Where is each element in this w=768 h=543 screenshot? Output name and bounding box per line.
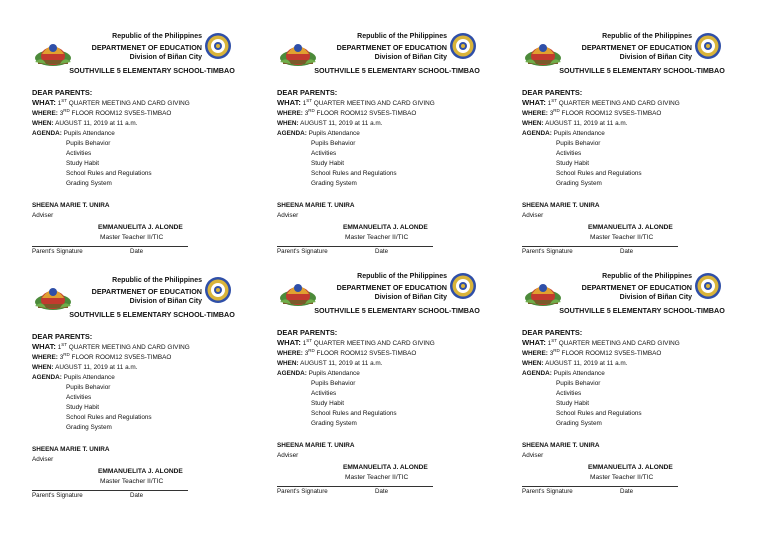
date-label: Date bbox=[130, 492, 144, 499]
school-logo-icon bbox=[277, 276, 319, 308]
department-line: DEPARTMENET OF EDUCATION bbox=[91, 42, 202, 52]
where-text: FLOOR ROOM12 SV5ES-TIMBAO bbox=[316, 350, 417, 357]
where-ordinal: 3 bbox=[59, 110, 64, 117]
what-ordinal-suffix: ST bbox=[306, 97, 313, 103]
where-text: FLOOR ROOM12 SV5ES-TIMBAO bbox=[71, 110, 172, 117]
when-row bbox=[32, 363, 272, 373]
republic-line: Republic of the Philippines bbox=[357, 33, 447, 40]
agenda-item: Study Habit bbox=[556, 160, 590, 167]
adviser-title: Adviser bbox=[277, 452, 299, 459]
agenda-item: Study Habit bbox=[311, 400, 345, 407]
parent-signature-label: Parent's Signature bbox=[277, 488, 328, 495]
what-ordinal-suffix: ST bbox=[61, 341, 68, 347]
agenda-item: Pupils Attendance bbox=[553, 130, 605, 137]
when-text: AUGUST 11, 2019 at 11 a.m. bbox=[545, 360, 628, 367]
agenda-row bbox=[277, 369, 517, 379]
date-label: Date bbox=[375, 248, 389, 255]
where-ordinal-suffix: RD bbox=[553, 107, 560, 113]
parent-notice-card bbox=[522, 273, 762, 521]
date-label: Date bbox=[620, 488, 634, 495]
agenda-label: AGENDA: bbox=[32, 374, 62, 381]
where-label: WHERE: bbox=[522, 350, 548, 357]
where-text: FLOOR ROOM12 SV5ES-TIMBAO bbox=[71, 354, 172, 361]
what-text: QUARTER MEETING AND CARD GIVING bbox=[68, 100, 190, 107]
when-label: WHEN: bbox=[522, 360, 544, 367]
parent-notice-card bbox=[277, 273, 517, 521]
what-ordinal-suffix: ST bbox=[551, 337, 558, 343]
republic-line: Republic of the Philippines bbox=[357, 273, 447, 280]
where-ordinal: 3 bbox=[59, 354, 64, 361]
agenda-item: Pupils Attendance bbox=[63, 374, 115, 381]
agenda-item: Pupils Attendance bbox=[308, 370, 360, 377]
where-ordinal-suffix: RD bbox=[63, 351, 70, 357]
deped-seal-icon bbox=[204, 276, 232, 304]
what-ordinal: 1 bbox=[57, 100, 62, 107]
date-label: Date bbox=[620, 248, 634, 255]
republic-line: Republic of the Philippines bbox=[112, 33, 202, 40]
agenda-item: Grading System bbox=[311, 420, 357, 427]
parent-signature-label: Parent's Signature bbox=[277, 248, 328, 255]
agenda-item: School Rules and Regulations bbox=[311, 410, 397, 417]
agenda-item: Grading System bbox=[66, 180, 112, 187]
where-text: FLOOR ROOM12 SV5ES-TIMBAO bbox=[561, 350, 662, 357]
what-ordinal: 1 bbox=[57, 344, 62, 351]
what-ordinal: 1 bbox=[547, 340, 552, 347]
where-row bbox=[522, 349, 762, 359]
agenda-item: Activities bbox=[311, 150, 337, 157]
division-line: Division of Biñan City bbox=[129, 298, 202, 305]
signature-line bbox=[277, 486, 433, 487]
agenda-item: Study Habit bbox=[311, 160, 345, 167]
where-ordinal: 3 bbox=[549, 110, 554, 117]
when-label: WHEN: bbox=[32, 364, 54, 371]
when-row bbox=[522, 119, 762, 129]
greeting: DEAR PARENTS: bbox=[277, 88, 338, 97]
what-label: WHAT: bbox=[32, 98, 56, 107]
agenda-item: Pupils Behavior bbox=[556, 140, 601, 147]
date-label: Date bbox=[375, 488, 389, 495]
school-name: SOUTHVILLE 5 ELEMENTARY SCHOOL-TIMBAO bbox=[69, 310, 235, 319]
adviser-title: Adviser bbox=[522, 212, 544, 219]
parent-notice-card bbox=[277, 33, 517, 281]
department-line: DEPARTMENET OF EDUCATION bbox=[581, 282, 692, 292]
agenda-item: School Rules and Regulations bbox=[311, 170, 397, 177]
division-line: Division of Biñan City bbox=[374, 294, 447, 301]
where-row bbox=[32, 353, 272, 363]
head-teacher-name: EMMANUELITA J. ALONDE bbox=[588, 464, 673, 471]
signature-line bbox=[522, 246, 678, 247]
what-ordinal: 1 bbox=[302, 340, 307, 347]
agenda-item: Pupils Behavior bbox=[311, 380, 356, 387]
school-logo-icon bbox=[522, 276, 564, 308]
what-ordinal-suffix: ST bbox=[61, 97, 68, 103]
agenda-item: Grading System bbox=[556, 420, 602, 427]
head-teacher-title: Master Teacher II/TIC bbox=[590, 474, 654, 481]
when-label: WHEN: bbox=[32, 120, 54, 127]
agenda-item: Study Habit bbox=[66, 404, 100, 411]
parent-signature-label: Parent's Signature bbox=[32, 492, 83, 499]
republic-line: Republic of the Philippines bbox=[112, 277, 202, 284]
when-text: AUGUST 11, 2019 at 11 a.m. bbox=[545, 120, 628, 127]
agenda-item: Pupils Behavior bbox=[311, 140, 356, 147]
school-name: SOUTHVILLE 5 ELEMENTARY SCHOOL-TIMBAO bbox=[314, 306, 480, 315]
greeting: DEAR PARENTS: bbox=[32, 332, 93, 341]
what-ordinal-suffix: ST bbox=[306, 337, 313, 343]
agenda-item: Pupils Attendance bbox=[553, 370, 605, 377]
deped-seal-icon bbox=[694, 32, 722, 60]
agenda-item: Pupils Attendance bbox=[308, 130, 360, 137]
head-teacher-title: Master Teacher II/TIC bbox=[345, 474, 409, 481]
when-label: WHEN: bbox=[277, 360, 299, 367]
parent-signature-label: Parent's Signature bbox=[32, 248, 83, 255]
what-label: WHAT: bbox=[277, 338, 301, 347]
agenda-item: Activities bbox=[66, 394, 92, 401]
when-text: AUGUST 11, 2019 at 11 a.m. bbox=[55, 364, 138, 371]
head-teacher-title: Master Teacher II/TIC bbox=[100, 234, 164, 241]
adviser-name: SHEENA MARIE T. UNIRA bbox=[32, 446, 110, 453]
where-row bbox=[32, 109, 272, 119]
where-ordinal-suffix: RD bbox=[308, 107, 315, 113]
when-text: AUGUST 11, 2019 at 11 a.m. bbox=[55, 120, 138, 127]
where-ordinal-suffix: RD bbox=[308, 347, 315, 353]
adviser-title: Adviser bbox=[32, 212, 54, 219]
agenda-row bbox=[32, 373, 272, 383]
agenda-row bbox=[277, 129, 517, 139]
agenda-row bbox=[522, 369, 762, 379]
agenda-item: Grading System bbox=[311, 180, 357, 187]
what-label: WHAT: bbox=[32, 342, 56, 351]
parent-signature-label: Parent's Signature bbox=[522, 248, 573, 255]
where-label: WHERE: bbox=[277, 350, 303, 357]
what-text: QUARTER MEETING AND CARD GIVING bbox=[558, 340, 680, 347]
deped-seal-icon bbox=[449, 32, 477, 60]
school-name: SOUTHVILLE 5 ELEMENTARY SCHOOL-TIMBAO bbox=[559, 306, 725, 315]
what-ordinal-suffix: ST bbox=[551, 97, 558, 103]
where-row bbox=[277, 109, 517, 119]
agenda-item: Activities bbox=[556, 150, 582, 157]
head-teacher-title: Master Teacher II/TIC bbox=[100, 478, 164, 485]
where-text: FLOOR ROOM12 SV5ES-TIMBAO bbox=[561, 110, 662, 117]
date-label: Date bbox=[130, 248, 144, 255]
department-line: DEPARTMENET OF EDUCATION bbox=[336, 282, 447, 292]
agenda-item: School Rules and Regulations bbox=[556, 410, 642, 417]
what-ordinal: 1 bbox=[547, 100, 552, 107]
greeting: DEAR PARENTS: bbox=[32, 88, 93, 97]
adviser-name: SHEENA MARIE T. UNIRA bbox=[277, 202, 355, 209]
agenda-row bbox=[522, 129, 762, 139]
agenda-item: Grading System bbox=[556, 180, 602, 187]
where-row bbox=[277, 349, 517, 359]
when-row bbox=[32, 119, 272, 129]
when-row bbox=[277, 119, 517, 129]
head-teacher-title: Master Teacher II/TIC bbox=[345, 234, 409, 241]
head-teacher-name: EMMANUELITA J. ALONDE bbox=[343, 464, 428, 471]
agenda-item: Grading System bbox=[66, 424, 112, 431]
signature-line bbox=[277, 246, 433, 247]
agenda-item: Pupils Behavior bbox=[66, 140, 111, 147]
school-logo-icon bbox=[32, 280, 74, 312]
agenda-item: Study Habit bbox=[556, 400, 590, 407]
what-text: QUARTER MEETING AND CARD GIVING bbox=[558, 100, 680, 107]
what-text: QUARTER MEETING AND CARD GIVING bbox=[68, 344, 190, 351]
parent-signature-label: Parent's Signature bbox=[522, 488, 573, 495]
agenda-item: School Rules and Regulations bbox=[556, 170, 642, 177]
where-row bbox=[522, 109, 762, 119]
deped-seal-icon bbox=[694, 272, 722, 300]
greeting: DEAR PARENTS: bbox=[522, 328, 583, 337]
adviser-name: SHEENA MARIE T. UNIRA bbox=[522, 442, 600, 449]
what-text: QUARTER MEETING AND CARD GIVING bbox=[313, 100, 435, 107]
division-line: Division of Biñan City bbox=[129, 54, 202, 61]
where-ordinal-suffix: RD bbox=[553, 347, 560, 353]
greeting: DEAR PARENTS: bbox=[522, 88, 583, 97]
republic-line: Republic of the Philippines bbox=[602, 33, 692, 40]
department-line: DEPARTMENET OF EDUCATION bbox=[581, 42, 692, 52]
school-logo-icon bbox=[32, 36, 74, 68]
division-line: Division of Biñan City bbox=[374, 54, 447, 61]
school-logo-icon bbox=[277, 36, 319, 68]
what-ordinal: 1 bbox=[302, 100, 307, 107]
adviser-name: SHEENA MARIE T. UNIRA bbox=[522, 202, 600, 209]
head-teacher-name: EMMANUELITA J. ALONDE bbox=[343, 224, 428, 231]
adviser-title: Adviser bbox=[277, 212, 299, 219]
when-text: AUGUST 11, 2019 at 11 a.m. bbox=[300, 360, 383, 367]
signature-line bbox=[522, 486, 678, 487]
head-teacher-name: EMMANUELITA J. ALONDE bbox=[98, 224, 183, 231]
what-label: WHAT: bbox=[522, 338, 546, 347]
agenda-label: AGENDA: bbox=[522, 370, 552, 377]
head-teacher-title: Master Teacher II/TIC bbox=[590, 234, 654, 241]
department-line: DEPARTMENET OF EDUCATION bbox=[91, 286, 202, 296]
agenda-item: Activities bbox=[556, 390, 582, 397]
division-line: Division of Biñan City bbox=[619, 294, 692, 301]
when-row bbox=[522, 359, 762, 369]
agenda-label: AGENDA: bbox=[277, 130, 307, 137]
head-teacher-name: EMMANUELITA J. ALONDE bbox=[98, 468, 183, 475]
agenda-label: AGENDA: bbox=[522, 130, 552, 137]
where-label: WHERE: bbox=[32, 354, 58, 361]
signature-line bbox=[32, 246, 188, 247]
where-ordinal: 3 bbox=[549, 350, 554, 357]
signature-line bbox=[32, 490, 188, 491]
agenda-item: Pupils Attendance bbox=[63, 130, 115, 137]
where-label: WHERE: bbox=[522, 110, 548, 117]
school-name: SOUTHVILLE 5 ELEMENTARY SCHOOL-TIMBAO bbox=[314, 66, 480, 75]
parent-notice-card bbox=[522, 33, 762, 281]
agenda-label: AGENDA: bbox=[277, 370, 307, 377]
agenda-item: Pupils Behavior bbox=[66, 384, 111, 391]
head-teacher-name: EMMANUELITA J. ALONDE bbox=[588, 224, 673, 231]
agenda-label: AGENDA: bbox=[32, 130, 62, 137]
parent-notice-card bbox=[32, 33, 272, 281]
adviser-title: Adviser bbox=[32, 456, 54, 463]
where-label: WHERE: bbox=[277, 110, 303, 117]
agenda-item: Activities bbox=[66, 150, 92, 157]
where-text: FLOOR ROOM12 SV5ES-TIMBAO bbox=[316, 110, 417, 117]
where-ordinal: 3 bbox=[304, 350, 309, 357]
when-label: WHEN: bbox=[277, 120, 299, 127]
agenda-item: School Rules and Regulations bbox=[66, 170, 152, 177]
parent-notice-card bbox=[32, 277, 272, 525]
what-label: WHAT: bbox=[522, 98, 546, 107]
where-ordinal-suffix: RD bbox=[63, 107, 70, 113]
adviser-name: SHEENA MARIE T. UNIRA bbox=[32, 202, 110, 209]
when-label: WHEN: bbox=[522, 120, 544, 127]
where-label: WHERE: bbox=[32, 110, 58, 117]
school-name: SOUTHVILLE 5 ELEMENTARY SCHOOL-TIMBAO bbox=[559, 66, 725, 75]
when-text: AUGUST 11, 2019 at 11 a.m. bbox=[300, 120, 383, 127]
adviser-name: SHEENA MARIE T. UNIRA bbox=[277, 442, 355, 449]
republic-line: Republic of the Philippines bbox=[602, 273, 692, 280]
school-logo-icon bbox=[522, 36, 564, 68]
agenda-row bbox=[32, 129, 272, 139]
deped-seal-icon bbox=[449, 272, 477, 300]
school-name: SOUTHVILLE 5 ELEMENTARY SCHOOL-TIMBAO bbox=[69, 66, 235, 75]
agenda-item: Activities bbox=[311, 390, 337, 397]
what-text: QUARTER MEETING AND CARD GIVING bbox=[313, 340, 435, 347]
where-ordinal: 3 bbox=[304, 110, 309, 117]
deped-seal-icon bbox=[204, 32, 232, 60]
agenda-item: Pupils Behavior bbox=[556, 380, 601, 387]
greeting: DEAR PARENTS: bbox=[277, 328, 338, 337]
what-label: WHAT: bbox=[277, 98, 301, 107]
agenda-item: School Rules and Regulations bbox=[66, 414, 152, 421]
when-row bbox=[277, 359, 517, 369]
adviser-title: Adviser bbox=[522, 452, 544, 459]
agenda-item: Study Habit bbox=[66, 160, 100, 167]
department-line: DEPARTMENET OF EDUCATION bbox=[336, 42, 447, 52]
division-line: Division of Biñan City bbox=[619, 54, 692, 61]
